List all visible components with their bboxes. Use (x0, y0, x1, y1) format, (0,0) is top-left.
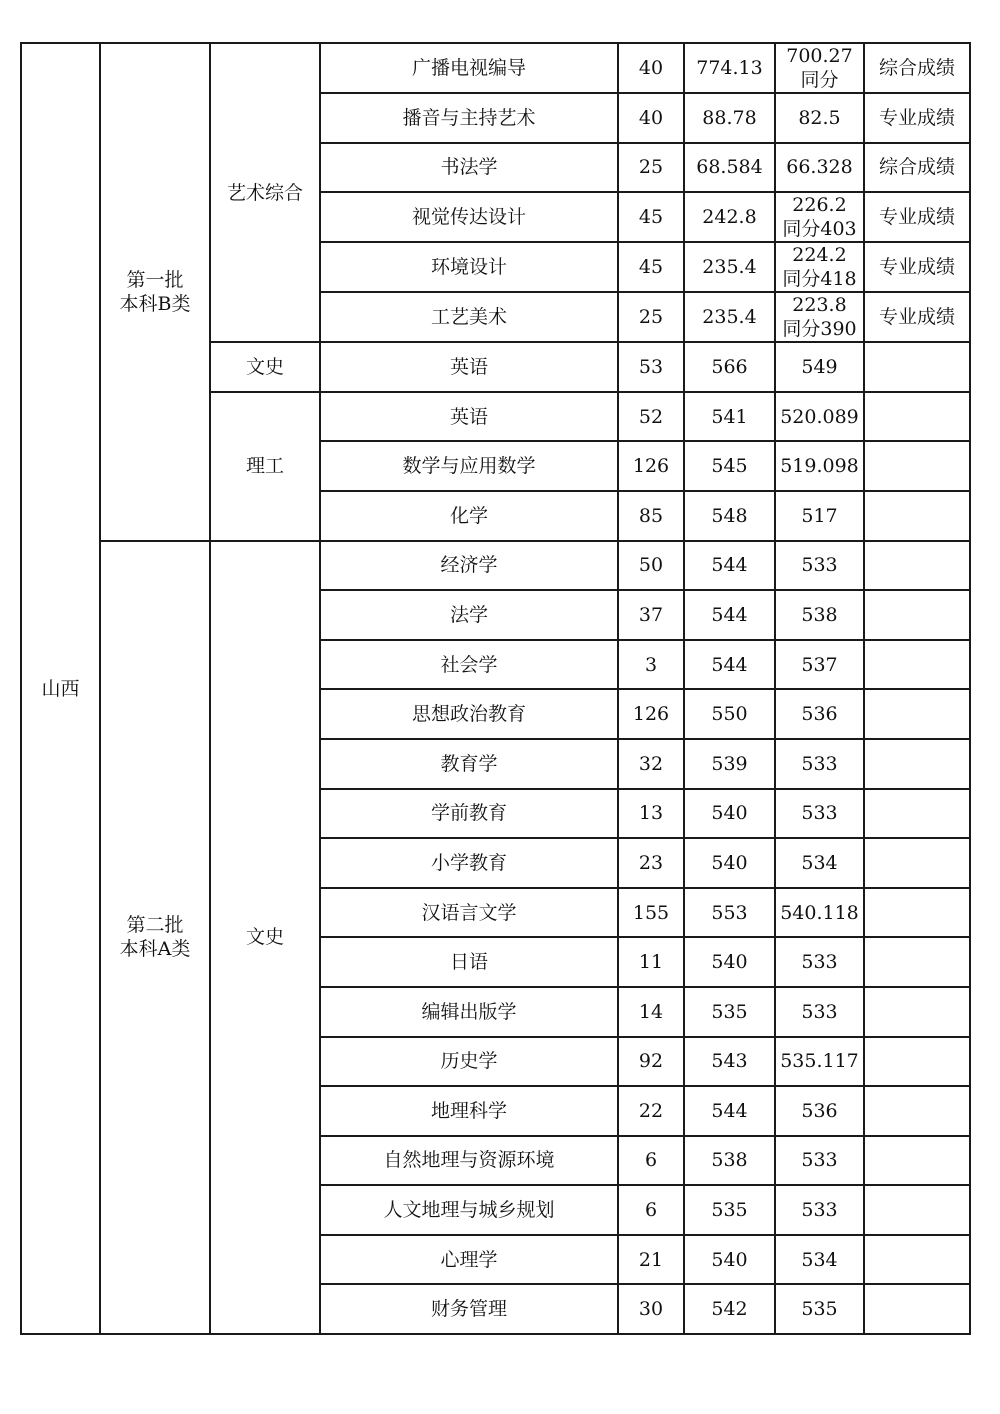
max-score-cell: 544 (684, 1086, 775, 1136)
min-score-cell (775, 143, 864, 193)
note-cell (864, 739, 970, 789)
note-cell (864, 838, 970, 888)
major-cell: 书法学 (320, 143, 618, 193)
plan-count-cell: 53 (618, 342, 684, 392)
max-score-cell: 538 (684, 1136, 775, 1186)
plan-count-cell: 92 (618, 1037, 684, 1087)
note-cell (864, 441, 970, 491)
max-score-cell: 544 (684, 541, 775, 591)
plan-count-cell: 6 (618, 1185, 684, 1235)
plan-count-cell: 6 (618, 1136, 684, 1186)
table-row (21, 541, 970, 591)
max-score-cell: 544 (684, 640, 775, 690)
max-score-cell: 540 (684, 1235, 775, 1285)
major-cell: 汉语言文学 (320, 888, 618, 938)
min-score-line: 533 (801, 1199, 838, 1222)
note-cell (864, 640, 970, 690)
note-cell (864, 1037, 970, 1087)
major-cell: 地理科学 (320, 1086, 618, 1136)
plan-count-cell: 45 (618, 192, 684, 242)
min-score-cell (775, 1185, 864, 1235)
max-score-cell: 235.4 (684, 292, 775, 342)
min-score-line: 223.8 (792, 294, 847, 317)
min-score-line: 226.2 (792, 194, 847, 217)
max-score-cell: 540 (684, 838, 775, 888)
min-score-line: 533 (801, 1149, 838, 1172)
min-score-line: 535 (801, 1298, 838, 1321)
note-cell (864, 1136, 970, 1186)
plan-count-cell: 3 (618, 640, 684, 690)
max-score-cell: 88.78 (684, 93, 775, 143)
major-cell: 环境设计 (320, 242, 618, 292)
note-cell (864, 1185, 970, 1235)
min-score-cell (775, 491, 864, 541)
table-body (21, 43, 970, 1334)
note-cell: 专业成绩 (864, 192, 970, 242)
plan-count-cell: 14 (618, 987, 684, 1037)
min-score-cell (775, 342, 864, 392)
min-score-line: 533 (801, 554, 838, 577)
max-score-cell: 550 (684, 689, 775, 739)
major-cell: 历史学 (320, 1037, 618, 1087)
max-score-cell: 235.4 (684, 242, 775, 292)
plan-count-cell: 126 (618, 441, 684, 491)
max-score-cell: 68.584 (684, 143, 775, 193)
min-score-line: 533 (801, 802, 838, 825)
note-cell (864, 342, 970, 392)
major-cell: 自然地理与资源环境 (320, 1136, 618, 1186)
plan-count-cell: 126 (618, 689, 684, 739)
min-score-line: 534 (801, 1248, 838, 1271)
min-score-line: 536 (801, 703, 838, 726)
min-score-cell (775, 739, 864, 789)
max-score-cell: 544 (684, 590, 775, 640)
min-score-cell (775, 789, 864, 839)
min-score-line: 533 (801, 752, 838, 775)
min-score-cell (775, 392, 864, 442)
min-score-line: 535.117 (780, 1050, 859, 1073)
major-cell: 社会学 (320, 640, 618, 690)
table-row (21, 43, 970, 93)
min-score-cell (775, 292, 864, 342)
major-cell: 化学 (320, 491, 618, 541)
min-score-line: 700.27 (786, 45, 853, 67)
batch-cell (100, 43, 210, 541)
major-cell: 经济学 (320, 541, 618, 591)
major-cell: 财务管理 (320, 1284, 618, 1334)
note-cell: 专业成绩 (864, 93, 970, 143)
note-cell (864, 590, 970, 640)
plan-count-cell: 155 (618, 888, 684, 938)
min-score-cell (775, 689, 864, 739)
min-score-line: 538 (801, 603, 838, 626)
min-score-cell (775, 1284, 864, 1334)
batch-cell (100, 541, 210, 1335)
major-cell: 心理学 (320, 1235, 618, 1285)
min-score-line: 同分403 (782, 218, 857, 241)
min-score-line: 534 (801, 851, 838, 874)
max-score-cell: 543 (684, 1037, 775, 1087)
max-score-cell: 535 (684, 987, 775, 1037)
min-score-cell (775, 43, 864, 93)
min-score-line: 520.089 (780, 405, 859, 428)
major-cell: 数学与应用数学 (320, 441, 618, 491)
min-score-line: 224.2 (792, 244, 847, 267)
min-score-cell (775, 838, 864, 888)
max-score-cell: 542 (684, 1284, 775, 1334)
plan-count-cell: 11 (618, 937, 684, 987)
major-cell: 播音与主持艺术 (320, 93, 618, 143)
min-score-cell (775, 242, 864, 292)
plan-count-cell: 22 (618, 1086, 684, 1136)
min-score-line: 66.328 (786, 156, 853, 179)
major-cell: 教育学 (320, 739, 618, 789)
note-cell (864, 392, 970, 442)
major-cell: 日语 (320, 937, 618, 987)
note-cell (864, 491, 970, 541)
plan-count-cell: 37 (618, 590, 684, 640)
plan-count-cell: 23 (618, 838, 684, 888)
min-score-cell (775, 888, 864, 938)
plan-count-cell: 25 (618, 143, 684, 193)
min-score-cell (775, 1235, 864, 1285)
subject-category-cell: 文史 (210, 342, 320, 392)
min-score-line: 519.098 (780, 455, 859, 478)
major-cell: 工艺美术 (320, 292, 618, 342)
note-cell (864, 541, 970, 591)
min-score-line: 537 (801, 653, 838, 676)
min-score-line: 同分 (800, 69, 839, 91)
note-cell: 专业成绩 (864, 242, 970, 292)
min-score-cell (775, 640, 864, 690)
plan-count-cell: 85 (618, 491, 684, 541)
note-cell: 综合成绩 (864, 143, 970, 193)
subject-category-cell: 理工 (210, 392, 320, 541)
note-cell (864, 1086, 970, 1136)
plan-count-cell: 21 (618, 1235, 684, 1285)
major-cell: 人文地理与城乡规划 (320, 1185, 618, 1235)
min-score-cell (775, 937, 864, 987)
plan-count-cell: 25 (618, 292, 684, 342)
min-score-line: 同分390 (782, 318, 857, 341)
province-cell: 山西 (21, 43, 100, 1334)
plan-count-cell: 40 (618, 93, 684, 143)
note-cell (864, 987, 970, 1037)
min-score-cell (775, 541, 864, 591)
major-cell: 广播电视编导 (320, 43, 618, 93)
note-cell: 综合成绩 (864, 43, 970, 93)
subject-category-cell: 文史 (210, 541, 320, 1335)
major-cell: 英语 (320, 342, 618, 392)
max-score-cell: 548 (684, 491, 775, 541)
note-cell (864, 937, 970, 987)
max-score-cell: 566 (684, 342, 775, 392)
plan-count-cell: 32 (618, 739, 684, 789)
min-score-line: 82.5 (798, 106, 841, 129)
min-score-line: 536 (801, 1099, 838, 1122)
note-cell (864, 1235, 970, 1285)
batch-label-line: 本科B类 (119, 292, 191, 315)
max-score-cell: 539 (684, 739, 775, 789)
min-score-cell (775, 441, 864, 491)
plan-count-cell: 52 (618, 392, 684, 442)
note-cell (864, 689, 970, 739)
max-score-cell: 541 (684, 392, 775, 442)
batch-label-line: 本科A类 (119, 938, 191, 961)
min-score-cell (775, 987, 864, 1037)
batch-label-line: 第二批 (126, 914, 184, 937)
max-score-cell: 774.13 (684, 43, 775, 93)
major-cell: 学前教育 (320, 789, 618, 839)
plan-count-cell: 50 (618, 541, 684, 591)
min-score-line: 517 (801, 504, 838, 527)
max-score-cell: 242.8 (684, 192, 775, 242)
subject-category-cell: 艺术综合 (210, 43, 320, 342)
major-cell: 思想政治教育 (320, 689, 618, 739)
plan-count-cell: 40 (618, 43, 684, 93)
min-score-cell (775, 192, 864, 242)
plan-count-cell: 13 (618, 789, 684, 839)
note-cell (864, 888, 970, 938)
note-cell (864, 1284, 970, 1334)
max-score-cell: 540 (684, 937, 775, 987)
max-score-cell: 540 (684, 789, 775, 839)
min-score-line: 533 (801, 951, 838, 974)
min-score-line: 533 (801, 1000, 838, 1023)
major-cell: 小学教育 (320, 838, 618, 888)
min-score-cell (775, 590, 864, 640)
min-score-line: 同分418 (782, 268, 857, 291)
max-score-cell: 535 (684, 1185, 775, 1235)
min-score-line: 549 (801, 355, 838, 378)
major-cell: 英语 (320, 392, 618, 442)
min-score-cell (775, 1136, 864, 1186)
max-score-cell: 545 (684, 441, 775, 491)
batch-label-line: 第一批 (126, 268, 184, 291)
major-cell: 法学 (320, 590, 618, 640)
note-cell: 专业成绩 (864, 292, 970, 342)
admission-score-table (20, 42, 971, 1335)
min-score-cell (775, 1086, 864, 1136)
max-score-cell: 553 (684, 888, 775, 938)
note-cell (864, 789, 970, 839)
plan-count-cell: 45 (618, 242, 684, 292)
major-cell: 视觉传达设计 (320, 192, 618, 242)
major-cell: 编辑出版学 (320, 987, 618, 1037)
min-score-cell (775, 93, 864, 143)
plan-count-cell: 30 (618, 1284, 684, 1334)
min-score-cell (775, 1037, 864, 1087)
min-score-line: 540.118 (780, 901, 859, 924)
